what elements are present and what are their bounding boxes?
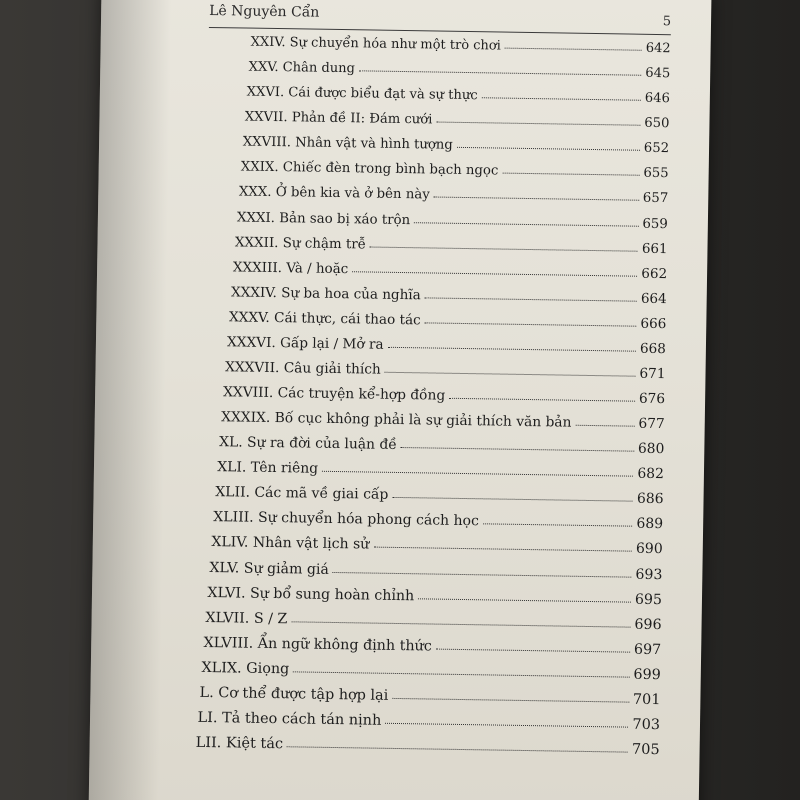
toc-entry-title: XXXIX. Bố cục không phải là sự giải thích văn bản [221,409,572,431]
toc-entry-page: 657 [642,191,669,207]
toc-entry-page: 655 [643,166,669,182]
header-page-number: 5 [662,14,672,30]
toc-dot-leader [505,48,642,51]
toc-entry-page: 652 [643,141,670,157]
toc-entry-page: 695 [634,591,663,608]
toc-entry [251,28,671,57]
toc-dot-leader [392,497,633,502]
toc-dot-leader [401,447,634,452]
toc-entry-title: XLV. Sự giảm giá [209,559,329,578]
toc-entry [243,128,670,157]
toc-dot-leader [287,746,628,752]
toc-entry [211,528,663,557]
toc-entry-title: XLIII. Sự chuyển hóa phong cách học [213,509,479,530]
toc-entry-page: 705 [631,741,660,759]
toc-dot-leader [359,70,641,75]
toc-entry-page: 666 [640,315,667,332]
toc-entry [241,153,669,182]
toc-entry-page: 693 [635,566,663,583]
toc-dot-leader [322,471,633,477]
toc-entry-title: XL. Sự ra đời của luận đề [219,434,397,454]
toc-dot-leader [293,671,629,677]
toc-entry-page: 690 [635,541,663,558]
toc-dot-leader [291,621,630,627]
toc-entry-page: 701 [632,691,661,708]
toc-entry-title: XXVI. Cái được biểu đạt và sự thực [246,84,478,104]
toc-entry-title: XXXIII. Và / hoặc [232,259,349,277]
toc-entry-page: 645 [645,65,671,82]
toc-entry-title: XLIV. Nhân vật lịch sử [211,534,370,553]
toc-entry-title: XXXVI. Gấp lại / Mở ra [226,334,384,353]
toc-entry [203,629,661,658]
toc-entry-page: 689 [636,516,664,533]
toc-entry [225,353,666,382]
toc-dot-leader [482,97,641,101]
toc-dot-leader [370,246,638,251]
toc-entry-page: 696 [634,616,662,633]
toc-entry-title: XXXI. Bản sao bị xáo trộn [236,209,411,228]
toc-entry-title: XLVII. S / Z [205,609,288,627]
toc-entry [199,679,660,708]
toc-entry-title: XXVIII. Nhân vật và hình tượng [242,134,453,154]
toc-entry-page: 668 [639,340,667,358]
toc-entry-page: 682 [637,465,665,483]
toc-entry [201,654,661,683]
toc-entry [217,453,664,482]
toc-dot-leader [457,147,640,151]
toc-entry-page: 661 [641,241,668,257]
toc-entry [213,503,663,532]
toc-entry-title: L. Cơ thể được tập hợp lại [199,684,389,704]
toc-entry-page: 659 [642,216,668,232]
toc-dot-leader [388,347,636,352]
toc-entry-page: 703 [632,716,661,734]
book-page [89,0,712,800]
toc-entry-title: XLI. Tên riêng [217,459,319,477]
toc-entry-title: LII. Kiệt tác [195,734,284,753]
toc-dot-leader [425,297,637,301]
toc-entry [245,103,670,132]
toc-entry-title: XLVI. Sự bổ sung hoàn chỉnh [207,584,415,604]
toc-dot-leader [373,547,632,552]
header-author: Lê Nguyên Cẩn [209,2,320,21]
toc-entry-page: 676 [638,390,666,408]
table-of-contents [89,0,712,800]
toc-dot-leader [483,524,633,527]
toc-entry [219,428,664,457]
toc-dot-leader [575,425,634,427]
toc-entry-page: 680 [637,440,665,458]
toc-entry-page: 671 [639,365,666,383]
toc-entry [239,178,669,207]
toc-entry-title: XXVIII. Các truyện kể-hợp đồng [223,384,446,404]
toc-dot-leader [434,197,639,201]
toc-dot-leader [385,723,628,728]
toc-entry-page: 686 [636,491,664,508]
toc-entry-title: XXVII. Phản đề II: Đám cưới [244,109,433,128]
toc-entry-title: XXX. Ở bên kia và ở bên này [238,184,430,203]
toc-dot-leader [392,698,629,703]
toc-entry [229,303,667,332]
toc-entry [223,378,665,407]
toc-entry [235,228,668,257]
toc-entry-title: XXXIV. Sự ba hoa của nghĩa [230,284,421,304]
toc-entry-title: XXXVII. Câu giải thích [225,359,381,378]
toc-entry [221,403,665,432]
toc-entry-page: 677 [638,415,665,433]
toc-entry [231,278,667,307]
toc-entry-page: 699 [633,666,661,683]
toc-entry-title: XLIX. Giọng [201,659,290,678]
toc-entry-page: 662 [641,265,668,282]
toc-entry-title: XLII. Các mã về giai cấp [215,484,389,504]
toc-dot-leader [414,222,638,227]
toc-entry-title: LI. Tả theo cách tán nịnh [197,709,382,729]
toc-entry-page: 642 [645,40,671,57]
toc-entry [215,478,664,507]
toc-entry-title: XXXII. Sự chậm trễ [234,234,367,253]
toc-entry-page: 650 [644,116,670,132]
toc-entry [249,53,671,82]
toc-entry-title: XLVIII. Ẩn ngữ không định thức [203,634,432,655]
toc-entry-page: 664 [640,290,667,307]
toc-entry [247,78,670,107]
toc-entry [237,203,668,232]
toc-dot-leader [352,271,637,276]
toc-entry-title: XXV. Chân dung [248,59,356,77]
toc-dot-leader [449,398,635,402]
toc-entry-title: XXIV. Sự chuyển hóa như một trò chơi [250,34,501,54]
toc-entry [209,554,662,583]
toc-dot-leader [385,372,636,377]
toc-entry-page: 697 [633,641,662,658]
toc-dot-leader [436,122,640,126]
toc-entry-title: XXXV. Cái thực, cái thao tác [228,309,421,329]
toc-dot-leader [425,322,637,326]
toc-entry [233,253,667,282]
toc-entry [205,604,661,633]
toc-entry [227,328,666,357]
toc-entry-page: 646 [644,90,670,107]
toc-entry [196,729,660,758]
toc-dot-leader [418,598,631,602]
toc-entry-title: XXIX. Chiếc đèn trong bình bạch ngọc [240,159,499,179]
toc-dot-leader [502,173,639,176]
toc-entry [207,579,662,608]
toc-entry [197,704,660,733]
toc-dot-leader [436,648,630,652]
toc-dot-leader [333,571,632,577]
